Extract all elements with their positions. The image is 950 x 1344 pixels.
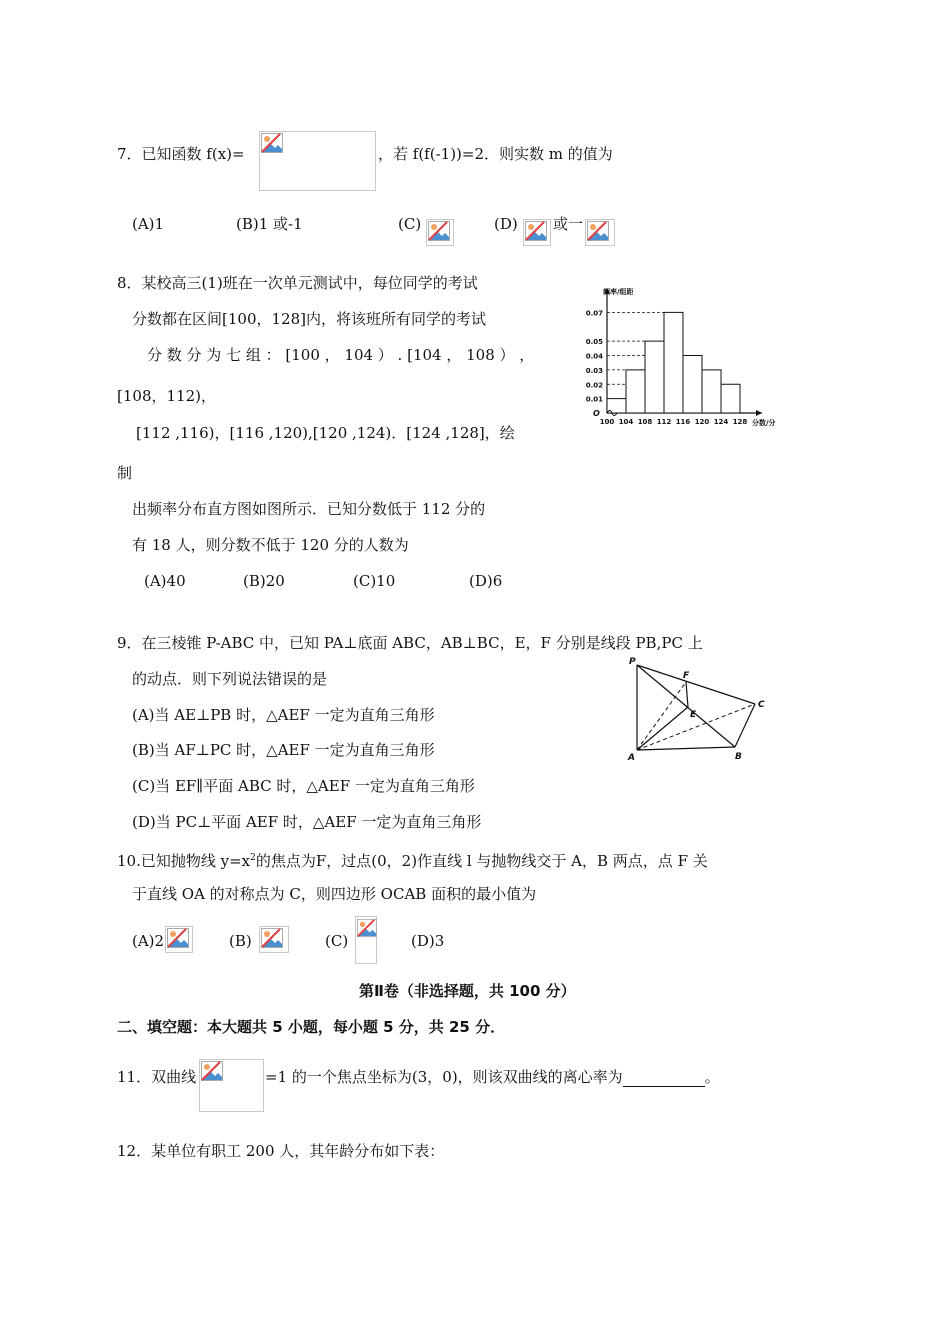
x-axis-arrow <box>756 410 762 416</box>
origin-label: O <box>593 409 600 418</box>
y-tick-label: 0.02 <box>585 381 603 390</box>
q10-line-1a: 10.已知抛物线 y=x <box>117 852 251 870</box>
formula-image-icon <box>259 131 376 191</box>
label-e: E <box>690 710 697 720</box>
label-c: C <box>758 700 765 710</box>
y-tick-label: 0.05 <box>585 338 603 347</box>
histogram-bar <box>683 356 702 414</box>
q8-line-2: 分数都在区间[100，128]内，将该班所有同学的考试 <box>132 310 486 328</box>
q7-option-b: (B)1 或-1 <box>236 215 303 233</box>
histogram-bar <box>721 384 740 413</box>
x-axis-label: 分数/分 <box>752 419 776 427</box>
q10-superscript: 2 <box>250 853 256 863</box>
histogram-bar <box>664 312 683 413</box>
q8-option-c: (C)10 <box>353 572 396 590</box>
q7-stem-a: 7．已知函数 f(x)= <box>117 145 245 163</box>
q10-option-a: (A)2 <box>132 932 165 950</box>
formula-image-icon <box>355 916 377 964</box>
x-tick-label: 100 <box>599 418 615 426</box>
q8-line-5: [112 ,116)，[116 ,120),[120 ,124)．[124 ,128]，绘 <box>136 424 515 442</box>
label-a: A <box>628 753 635 763</box>
q10-option-c: (C) <box>325 932 349 950</box>
y-tick-label: 0.04 <box>585 352 603 361</box>
section-2-heading: 二、填空题：本大题共 5 小题，每小题 5 分，共 25 分． <box>117 1018 506 1036</box>
x-tick-label: 116 <box>675 418 691 426</box>
q9-line-1: 9．在三棱锥 P-ABC 中，已知 PA⊥底面 ABC，AB⊥BC，E，F 分别是线段 PB,PC 上 <box>117 634 703 652</box>
q9-line-2: 的动点．则下列说法错误的是 <box>132 670 328 688</box>
q11-answer-blank[interactable] <box>623 1070 705 1087</box>
q11-stem-b-line <box>265 1067 720 1087</box>
histogram-bar <box>626 370 645 413</box>
q10-line-1 <box>117 848 708 871</box>
q7-option-c: (C) <box>398 215 422 233</box>
edge-ab <box>637 747 735 750</box>
q8-line-4: [108，112)， <box>117 387 216 405</box>
frequency-histogram <box>570 280 810 440</box>
q7-option-a: (A)1 <box>132 215 165 233</box>
edge-pc <box>637 665 755 704</box>
edge-ae <box>637 707 688 750</box>
formula-image-icon <box>523 219 551 246</box>
q11-stem-a: 11．双曲线 <box>117 1068 197 1086</box>
q8-line-8: 有 18 人，则分数不低于 120 分的人数为 <box>132 536 409 554</box>
q8-option-d: (D)6 <box>469 572 503 590</box>
x-tick-label: 128 <box>732 418 748 426</box>
edge-af <box>637 682 686 750</box>
formula-image-icon <box>165 926 193 953</box>
label-p: P <box>629 657 636 667</box>
q10-line-1b: 的焦点为F，过点(0，2)作直线 l 与抛物线交于 A，B 两点，点 F 关 <box>255 852 708 870</box>
section-2-title: 第Ⅱ卷（非选择题，共 100 分） <box>359 982 576 1000</box>
q11-end: 。 <box>704 1068 720 1086</box>
formula-image-icon <box>426 219 454 246</box>
x-tick-label: 112 <box>656 418 672 426</box>
q8-option-a: (A)40 <box>144 572 186 590</box>
x-tick-label: 108 <box>637 418 653 426</box>
q11-stem-b: =1 的一个焦点坐标为(3，0)，则该双曲线的离心率为 <box>265 1068 623 1086</box>
q9-option-d: (D)当 PC⊥平面 AEF 时，△AEF 一定为直角三角形 <box>132 813 482 831</box>
edge-ef <box>686 682 688 707</box>
label-b: B <box>735 752 742 762</box>
q8-line-7: 出频率分布直方图如图所示．已知分数低于 112 分的 <box>132 500 486 518</box>
q7-stem-b: ，若 f(f(-1))=2．则实数 m 的值为 <box>378 145 613 163</box>
y-tick-label: 0.01 <box>585 395 603 404</box>
x-tick-label: 120 <box>694 418 710 426</box>
q7-option-d-mid: 或一 <box>553 215 584 233</box>
q8-option-b: (B)20 <box>243 572 285 590</box>
q10-option-d: (D)3 <box>411 932 445 950</box>
x-tick-label: 104 <box>618 418 634 426</box>
formula-image-icon <box>199 1059 264 1112</box>
y-tick-label: 0.07 <box>585 309 603 318</box>
q12-stem: 12．某单位有职工 200 人，其年龄分布如下表： <box>117 1142 445 1160</box>
formula-image-icon <box>585 219 615 246</box>
q8-line-6: 制 <box>117 464 133 482</box>
q7-option-d: (D) <box>494 215 518 233</box>
q9-option-b: (B)当 AF⊥PC 时，△AEF 一定为直角三角形 <box>132 741 435 759</box>
q10-line-2: 于直线 OA 的对称点为 C，则四边形 OCAB 面积的最小值为 <box>132 885 537 903</box>
q9-option-a: (A)当 AE⊥PB 时，△AEF 一定为直角三角形 <box>132 706 435 724</box>
y-axis-label: 频率/组距 <box>603 288 634 296</box>
pyramid-figure <box>625 655 775 770</box>
q8-line-1: 8．某校高三(1)班在一次单元测试中，每位同学的考试 <box>117 274 478 292</box>
q8-line-3: 分 数 分 为 七 组 ： [100 ， 104 ） . [104 ， 108 ） ， <box>147 346 535 364</box>
q9-option-c: (C)当 EF∥平面 ABC 时，△AEF 一定为直角三角形 <box>132 777 475 795</box>
x-tick-label: 124 <box>713 418 729 426</box>
label-f: F <box>683 671 690 681</box>
histogram-bar <box>702 370 721 413</box>
formula-image-icon <box>259 926 289 953</box>
q10-option-b: (B) <box>229 932 252 950</box>
histogram-bar <box>645 341 664 413</box>
y-tick-label: 0.03 <box>585 366 603 375</box>
